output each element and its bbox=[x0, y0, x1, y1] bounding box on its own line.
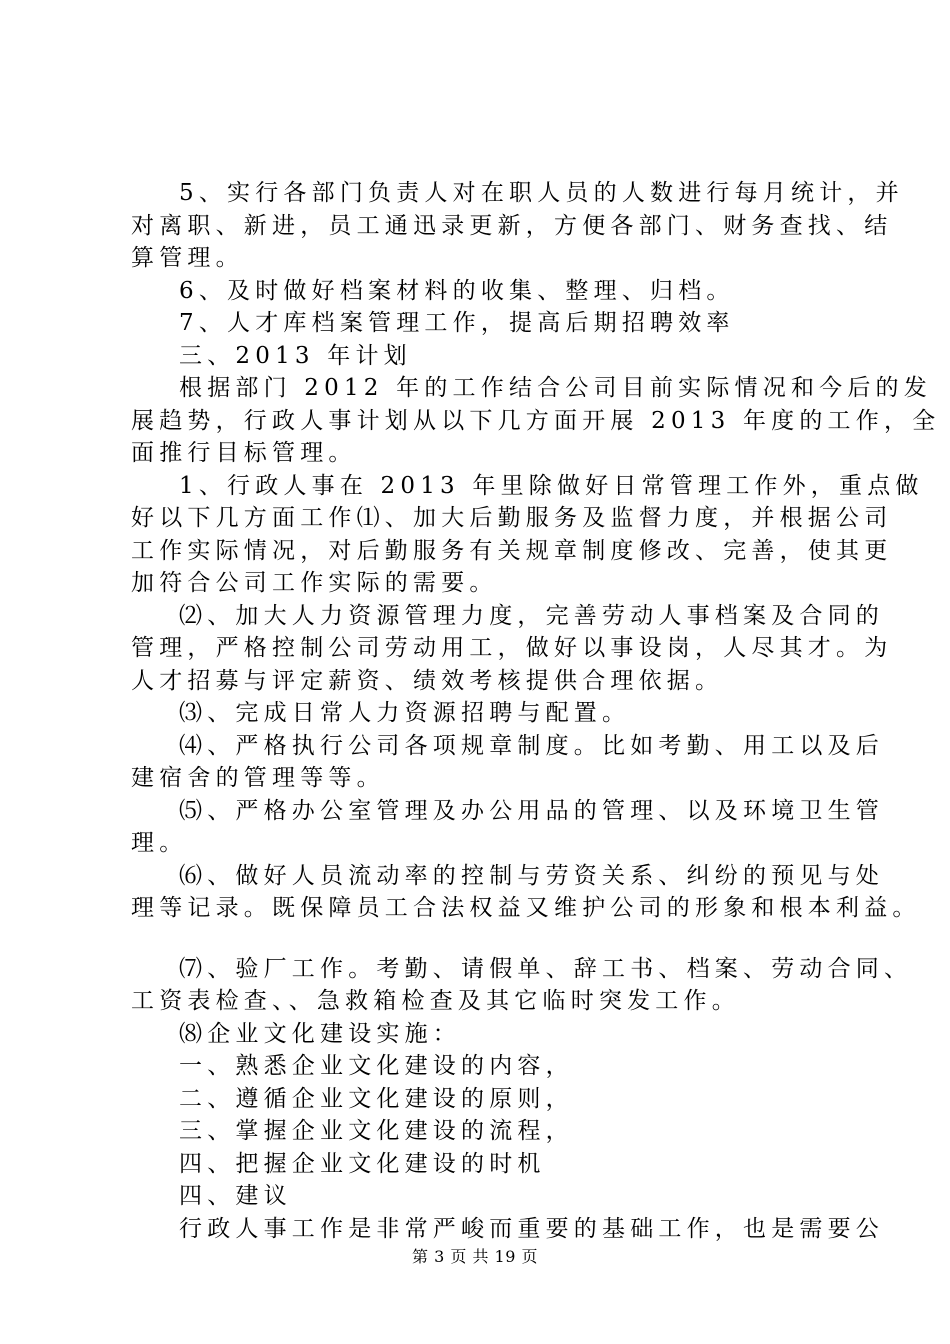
text-line: ⑹、做好人员流动率的控制与劳资关系、纠纷的预见与处 bbox=[179, 862, 884, 889]
text-line: 行政人事工作是非常严峻而重要的基础工作，也是需要公 bbox=[179, 1215, 884, 1242]
text-line: 人才招募与评定薪资、绩效考核提供合理依据。 bbox=[131, 667, 724, 694]
text-line: 四、建议 bbox=[179, 1183, 292, 1209]
text-line: ⑺、验厂工作。考勤、请假单、辞工书、档案、劳动合同、 bbox=[179, 955, 913, 982]
text-line: ⑶、完成日常人力资源招聘与配置。 bbox=[179, 700, 631, 726]
text-line: 好以下几方面工作⑴、加大后勤服务及监督力度，并根据公司 bbox=[131, 505, 893, 531]
text-line: ⑻企业文化建设实施： bbox=[179, 1020, 461, 1047]
text-line: 四、把握企业文化建设的时机 bbox=[179, 1150, 546, 1177]
text-line: 三、掌握企业文化建设的流程， bbox=[179, 1118, 574, 1144]
text-line: 根据部门 2012 年的工作结合公司目前实际情况和今后的发 bbox=[179, 375, 932, 401]
text-line: ⑷、严格执行公司各项规章制度。比如考勤、用工以及后 bbox=[179, 732, 884, 759]
text-line: 5、实行各部门负责人对在职人员的人数进行每月统计，并 bbox=[179, 180, 904, 206]
text-line: 面推行目标管理。 bbox=[131, 440, 357, 466]
text-line: 建宿舍的管理等等。 bbox=[131, 765, 385, 791]
text-line: 理等记录。既保障员工合法权益又维护公司的形象和根本利益。 bbox=[131, 895, 921, 921]
text-line: ⑵、加大人力资源管理力度，完善劳动人事档案及合同的 bbox=[179, 602, 884, 629]
text-line: 工资表检查、、急救箱检查及其它临时突发工作。 bbox=[131, 988, 740, 1014]
text-line: 三、2013 年计划 bbox=[179, 342, 412, 369]
text-line: 加符合公司工作实际的需要。 bbox=[131, 570, 498, 596]
text-line: 6、及时做好档案材料的收集、整理、归档。 bbox=[179, 277, 735, 304]
text-line: 二、遵循企业文化建设的原则， bbox=[179, 1085, 574, 1112]
text-line: ⑸、严格办公室管理及办公用品的管理、以及环境卫生管 bbox=[179, 797, 884, 824]
text-line: 理。 bbox=[131, 830, 188, 856]
text-line: 管理，严格控制公司劳动用工，做好以事设岗，人尽其才。为 bbox=[131, 635, 893, 661]
text-line: 工作实际情况，对后勤服务有关规章制度修改、完善，使其更 bbox=[131, 537, 893, 564]
document-body bbox=[131, 177, 941, 1245]
text-line: 7、人才库档案管理工作，提高后期招聘效率 bbox=[179, 310, 735, 336]
text-line: 对离职、新进，员工通迅录更新，方便各部门、财务查找、结 bbox=[131, 212, 893, 239]
text-line: 1、行政人事在 2013 年里除做好日常管理工作外，重点做 bbox=[179, 472, 924, 499]
text-line: 算管理。 bbox=[131, 245, 244, 271]
page-footer: 第 3 页 共 19 页 bbox=[412, 1247, 538, 1266]
paragraph-gap bbox=[131, 925, 831, 953]
text-line: 展趋势，行政人事计划从以下几方面开展 2013 年度的工作，全 bbox=[131, 407, 941, 434]
text-line: 一、熟悉企业文化建设的内容， bbox=[179, 1053, 574, 1079]
